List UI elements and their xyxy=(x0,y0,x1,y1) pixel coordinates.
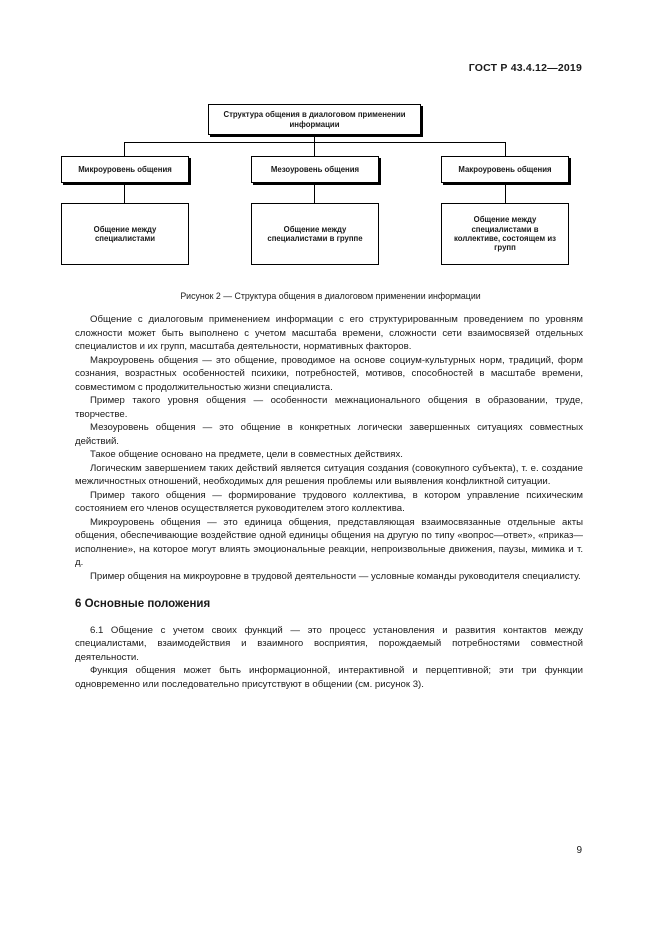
desc-box-macro xyxy=(441,203,569,265)
paragraph: Пример общения на микроуровне в трудовой деятельности — условные команды руководителя специалисту. xyxy=(90,570,581,582)
connector-vertical-left xyxy=(124,142,125,156)
paragraph: Функция общения может быть информационной, интерактивной и перцептивной; эти три функции одновременно или последовательно присутствуют в общении (см. рисунок 3). xyxy=(75,665,583,690)
diagram-top-box-label: Структура общения в диалоговом применении информации xyxy=(223,110,406,129)
level-box-macro xyxy=(441,156,569,183)
desc-box-micro xyxy=(61,203,189,265)
connector-vertical-right xyxy=(505,142,506,156)
connector-vertical-top xyxy=(314,135,315,156)
diagram-top-box xyxy=(208,104,421,135)
paragraph: Микроуровень общения — это единица общения, представляющая взаимосвязанные отдельные акты общения, обеспечивающие воздействие одной единицы общения на другую по типу «вопрос—ответ», «приказ—исполнение», на которое могут влиять эмоциональные реакции, непроизвольные движения, паузы, мимика и т. д. xyxy=(75,516,583,568)
paragraph: Мезоуровень общения — это общение в конкретных логически завершенных ситуациях совместных действий. xyxy=(75,422,583,447)
paragraph: Логическим завершением таких действий является ситуация создания (совокупного субъекта), т. е. создание межличностных отношений, необходимых для решения проблемы или выявления конфликтной ситуации. xyxy=(75,462,583,487)
connector-macro-down xyxy=(505,183,506,203)
document-id: ГОСТ Р 43.4.12—2019 xyxy=(468,62,582,74)
paragraph: Макроуровень общения — это общение, проводимое на основе социум-культурных норм, традиций, форм сознания, возрастных особенностей психики, потребностей, мотивов, способностей в масштабе времени, совместимом с продолжительностью жизни специалиста. xyxy=(75,354,583,393)
paragraph: Пример такого общения — формирование трудового коллектива, в котором управление психическим состоянием его членов осуществляется руководителем этого коллектива. xyxy=(75,489,583,514)
level-box-micro xyxy=(61,156,189,183)
figure-caption: Рисунок 2 — Структура общения в диалоговом применении информации xyxy=(180,291,481,301)
paragraph: Пример такого уровня общения — особенности межнационального общения в образовании, труде, творчестве. xyxy=(75,395,583,420)
desc-box-meso xyxy=(251,203,379,265)
level-box-micro-label: Микроуровень общения xyxy=(78,164,172,174)
desc-box-macro-label: Общение между специалистами в коллективе, состоящем из групп xyxy=(453,215,557,253)
desc-box-micro-label: Общение между специалистами xyxy=(93,224,157,243)
page-number: 9 xyxy=(576,845,582,856)
paragraph: Общение с диалоговым применением информации с его структурированным проведением по уровням сложности может быть выполнено с учетом масштаба времени, сложности сети взаимосвязей отдельных специалистов и их групп, масштаба деятельности, нормативных факторов. xyxy=(75,314,583,352)
paragraph: Такое общение основано на предмете, цели в совместных действиях. xyxy=(90,449,403,460)
level-box-macro-label: Макроуровень общения xyxy=(458,164,552,174)
desc-box-meso-label: Общение между специалистами в группе xyxy=(267,224,363,243)
level-box-meso xyxy=(251,156,379,183)
body-text xyxy=(75,313,583,691)
section-title: 6 Основные положения xyxy=(75,598,211,610)
connector-horizontal xyxy=(124,142,506,143)
structure-diagram xyxy=(0,0,661,300)
level-box-meso-label: Мезоуровень общения xyxy=(270,164,360,174)
connector-meso-down xyxy=(314,183,315,203)
paragraph: 6.1 Общение с учетом своих функций — это процесс установления и развития контактов между специалистами, взаимодействия и взаимного восприятия, порождаемый потребностями совместной деятельности. xyxy=(75,624,583,663)
connector-micro-down xyxy=(124,183,125,203)
